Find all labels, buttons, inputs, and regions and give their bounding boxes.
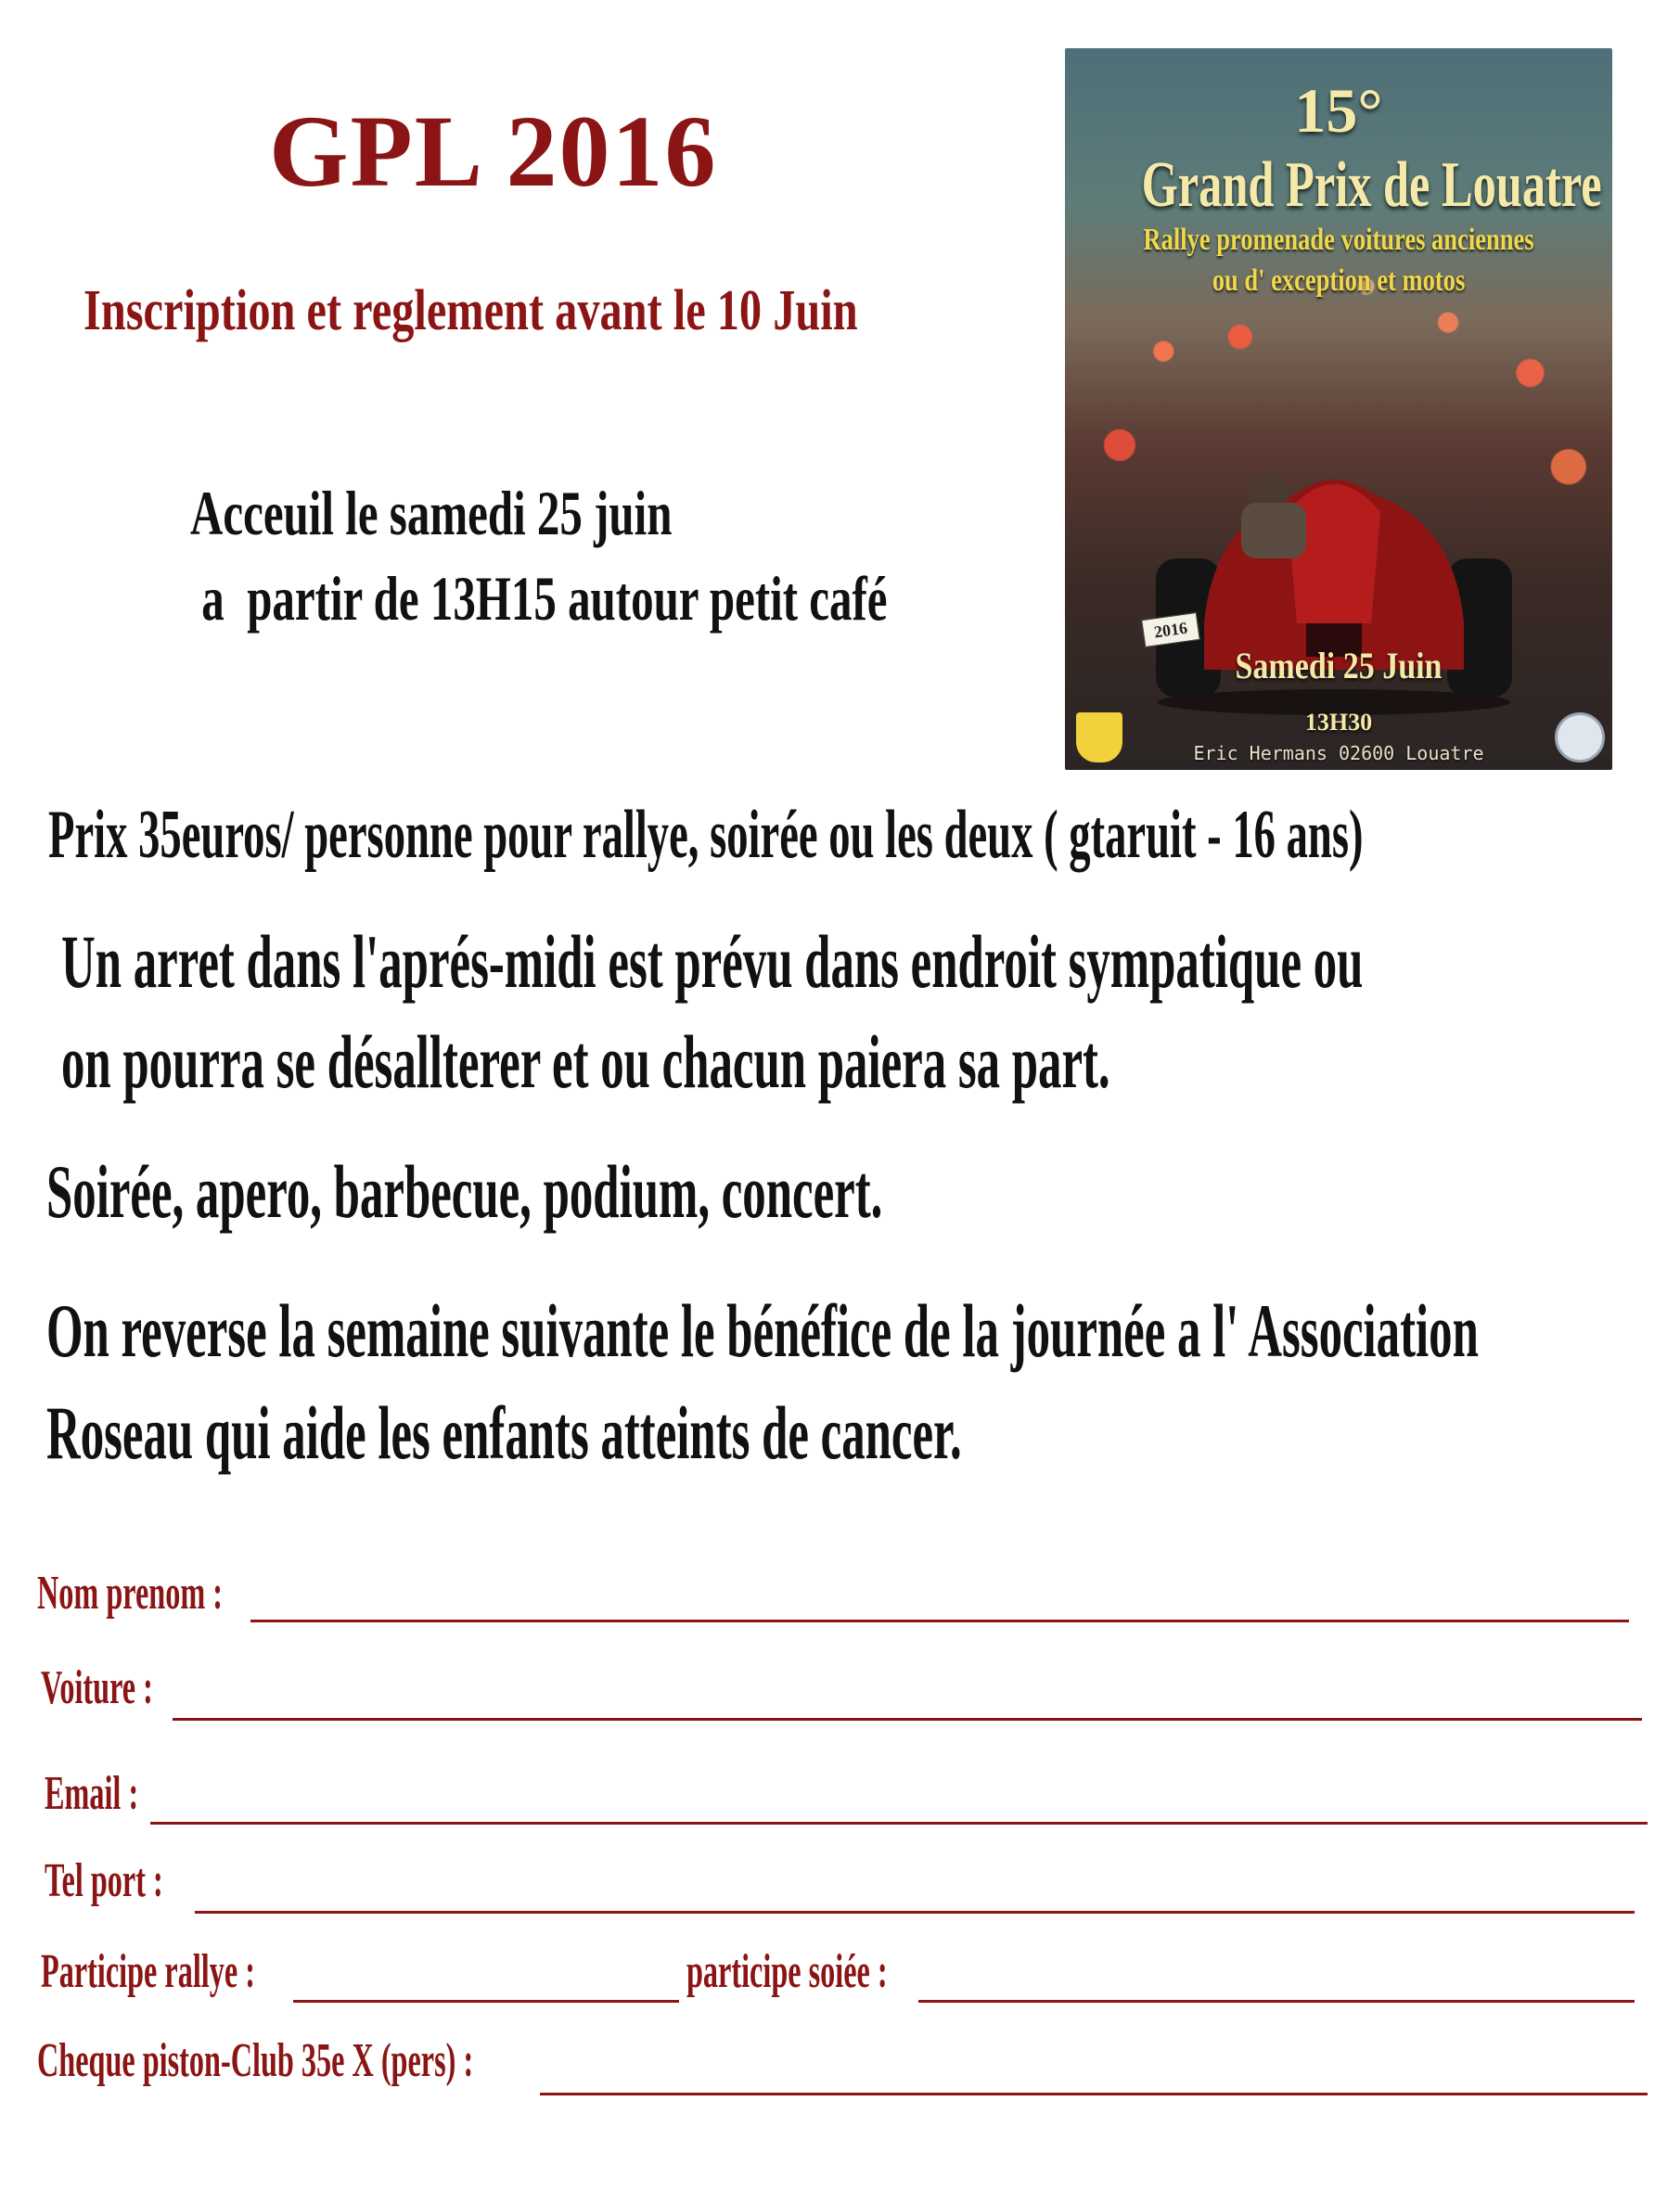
- email-label: Email :: [45, 1767, 139, 1820]
- rallye-label: Participe rallye :: [41, 1945, 255, 1998]
- ferrari-logo-icon: [1076, 712, 1122, 762]
- stop-info-line-2: on pourra se désallterer et ou chacun paiera sa part.: [61, 1019, 1110, 1104]
- charity-info-line-1: On reverse la semaine suivante le bénéfice de la journée a l' Association: [46, 1288, 1479, 1373]
- name-field[interactable]: [250, 1620, 1629, 1622]
- page-title: GPL 2016: [269, 95, 718, 208]
- email-field[interactable]: [150, 1822, 1648, 1825]
- poster-tagline-1: Rallye promenade voitures anciennes: [1143, 223, 1534, 257]
- cheque-label: Cheque piston-Club 35e X (pers) :: [37, 2034, 474, 2087]
- price-info: Prix 35euros/ personne pour rallye, soirée ou les deux ( gtaruit - 16 ans): [48, 797, 1364, 873]
- phone-field[interactable]: [195, 1911, 1635, 1914]
- poster-title: Grand Prix de Louatre: [1141, 149, 1602, 221]
- poster-edition: 15°: [1294, 75, 1383, 146]
- event-poster: [1065, 48, 1612, 770]
- poster-date: Samedi 25 Juin: [1235, 645, 1443, 686]
- poster-time: 13H30: [1304, 709, 1373, 736]
- car-field[interactable]: [173, 1718, 1642, 1721]
- welcome-info: Acceuil le samedi 25 juin a partir de 13H15 autour petit café: [190, 478, 888, 634]
- phone-label: Tel port :: [45, 1854, 163, 1907]
- registration-deadline: Inscription et reglement avant le 10 Juin: [83, 279, 858, 342]
- car-label: Voiture :: [41, 1661, 153, 1714]
- alfa-romeo-logo-icon: [1555, 712, 1605, 762]
- soiree-field[interactable]: [918, 2000, 1635, 2003]
- stop-info-line-1: Un arret dans l'aprés-midi est prévu dans endroit sympatique ou: [61, 919, 1364, 1004]
- poster-tagline-2: ou d' exception et motos: [1212, 263, 1466, 298]
- poster-plate: 2016: [1141, 612, 1200, 647]
- charity-info-line-2: Roseau qui aide les enfants atteints de cancer.: [46, 1390, 962, 1475]
- rallye-field[interactable]: [293, 2000, 679, 2003]
- name-label: Nom prenom :: [37, 1567, 223, 1620]
- cheque-field[interactable]: [540, 2093, 1648, 2095]
- soiree-label: participe soiée :: [686, 1945, 888, 1998]
- poster-footer: Eric Hermans 02600 Louatre: [1193, 742, 1484, 764]
- evening-info: Soirée, apero, barbecue, podium, concert.: [46, 1149, 883, 1234]
